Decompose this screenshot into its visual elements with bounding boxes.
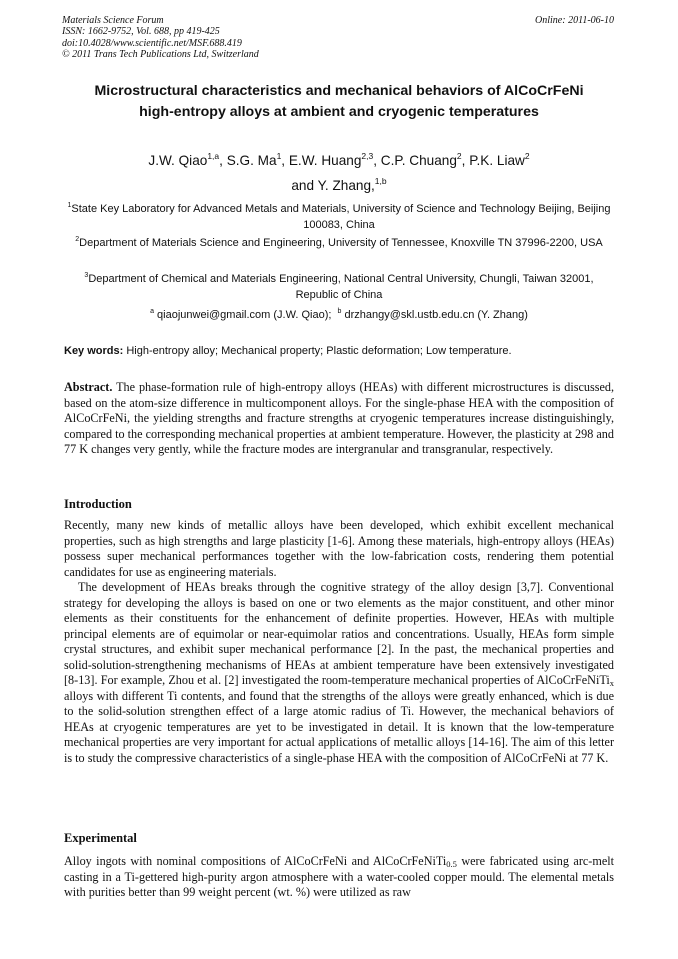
experimental-heading: Experimental xyxy=(64,831,137,845)
author-line-2 xyxy=(64,173,614,198)
author-affil-mark: 1,a xyxy=(207,151,220,161)
author-list xyxy=(64,148,614,198)
affiliation-1 xyxy=(62,201,616,233)
exp-text-a: Alloy ingots with nominal compositions of AlCoCrFeNi and AlCoCrFeNiTi xyxy=(64,854,447,868)
email-qiao: qiaojunwei@gmail.com (J.W. Qiao); xyxy=(157,309,332,321)
affiliation-text: State Key Laboratory for Advanced Metals and Materials, University of Science and Technology Beijing, Beijing 100083, China xyxy=(71,203,611,231)
introduction-heading: Introduction xyxy=(64,497,132,511)
author-and: and xyxy=(291,178,315,193)
intro-paragraph-1: Recently, many new kinds of metallic alloys have been developed, which exhibit excellent mechanical properties, such as high strengths and large plasticity [1-6]. Among these materials, high-entropy alloys (HEAs) possess super mechanical performances together with the low-fabrication costs, rendering them potential candidates for use as engineering materials. xyxy=(64,518,614,579)
author-affil-mark: 2 xyxy=(524,151,530,161)
affiliation-mark: 1 xyxy=(67,202,72,209)
intro-paragraph-2 xyxy=(64,580,614,766)
paper-title: Microstructural characteristics and mechanical behaviors of AlCoCrFeNi high-entropy alloys at ambient and cryogenic temperatures xyxy=(94,83,584,120)
author-affil-mark: 1 xyxy=(276,151,282,161)
affiliation-2 xyxy=(62,235,616,251)
author-line-1: J.W. Qiao$^{1,a}$, S.G. Ma$^1$, E.W. Huang$^{2,3}$, C.P. Chuang$^2$, P.K. Liaw$^2$ xyxy=(148,151,530,168)
affiliation-mark: 3 xyxy=(84,272,89,279)
keywords-label: Key words: xyxy=(64,345,124,357)
author-affil-mark: 1,b xyxy=(374,176,387,186)
intro-p2-text-a: The development of HEAs breaks through the cognitive strategy of the alloy design [3,7]. Conventional strategy for developing the alloys is based on one or two elements as the major constituent, and other minor elements as their constituents for the enhancement of definite properties. However, HEAs with multiple principal elements are of equimolar or near-equimolar ratios and concentrations. Usually, HEAs form simple crystal structures, and exhibit super mechanical performance [2]. In the past, the mechanical properties and solid-solution-strengthening mechanisms of HEAs at ambient temperature have been extensively investigated [8-13]. For example, Zhou et al. [2] investigated the room-temperature mechanical properties of AlCoCrFeNiTi xyxy=(64,580,614,687)
author-affil-mark: 2 xyxy=(456,151,462,161)
author-name: J.W. Qiao xyxy=(148,153,208,168)
online-date: Online: 2011-06-10 xyxy=(535,15,614,26)
author-name: E.W. Huang xyxy=(288,153,362,168)
abstract-text: The phase-formation rule of high-entropy alloys (HEAs) with different microstructures is discussed, based on the atom-size difference in multicomponent alloys. For the single-phase HEA with the composition of AlCoCrFeNi, the yielding strengths and fracture strengths at cryogenic temperatures increase distinguishingly, compared to the corresponding mechanical properties at ambient temperature. However, the plasticity at 298 and 77 K changes very gently, while the fracture modes are intergranular and transgranular, respectively. xyxy=(64,380,614,456)
intro-p2-text-b: alloys with different Ti contents, and found that the strengths of the alloys were greatly enhanced, which is due to the solid-solution strengthen effect of a large atomic radius of Ti. However, the mechanical behaviors of HEAs at cryogenic temperatures are yet to be investigated in detail. It is known that the low-temperature mechanical properties are very important for actual applications of metallic alloys [14-16]. The aim of this letter is to study the compressive characteristics of a single-phase HEA with the composition of AlCoCrFeNi at 77 K. xyxy=(64,688,614,765)
issn-line: ISSN: 1662-9752, Vol. 688, pp 419-425 xyxy=(62,26,220,38)
affiliation-text: Department of Materials Science and Engineering, University of Tennessee, Knoxville TN 37996-2200, USA xyxy=(79,237,603,249)
experimental-body xyxy=(64,854,614,901)
keywords-text: High-entropy alloy; Mechanical property; Plastic deformation; Low temperature. xyxy=(126,345,512,357)
journal-name: Materials Science Forum xyxy=(62,15,164,26)
subscript-0-5: 0.5 xyxy=(446,859,457,869)
email-mark: a xyxy=(150,308,154,315)
email-mark: b xyxy=(337,308,342,315)
subscript-x: x xyxy=(609,678,614,688)
copyright-line: © 2011 Trans Tech Publications Ltd, Switzerland xyxy=(62,48,259,60)
exp-text-b: were fabricated using arc-melt casting in a Ti-gettered high-purity argon atmosphere with a water-cooled copper mould. The elemental metals with purities better than 99 weight percent (wt. %) were utilized as raw xyxy=(64,854,615,899)
keywords xyxy=(64,343,616,359)
email-zhang: drzhangy@skl.ustb.edu.cn (Y. Zhang) xyxy=(344,309,528,321)
author-name: P.K. Liaw xyxy=(469,153,525,168)
journal-header xyxy=(62,15,614,60)
affiliation-3 xyxy=(62,271,616,303)
introduction-body xyxy=(64,518,614,766)
affiliation-text: Department of Chemical and Materials Engineering, National Central University, Chungli, Taiwan 32001, Republic of China xyxy=(88,273,594,301)
doi-line: doi:10.4028/www.scientific.net/MSF.688.419 xyxy=(62,37,242,49)
author-name: S.G. Ma xyxy=(226,153,277,168)
author-name: C.P. Chuang xyxy=(380,153,457,168)
author-affil-mark: 2,3 xyxy=(361,151,374,161)
author-name: Y. Zhang, xyxy=(317,178,375,193)
affiliation-mark: 2 xyxy=(75,236,80,243)
abstract-label: Abstract. xyxy=(64,380,113,394)
abstract xyxy=(64,380,614,458)
email-line xyxy=(62,307,616,323)
